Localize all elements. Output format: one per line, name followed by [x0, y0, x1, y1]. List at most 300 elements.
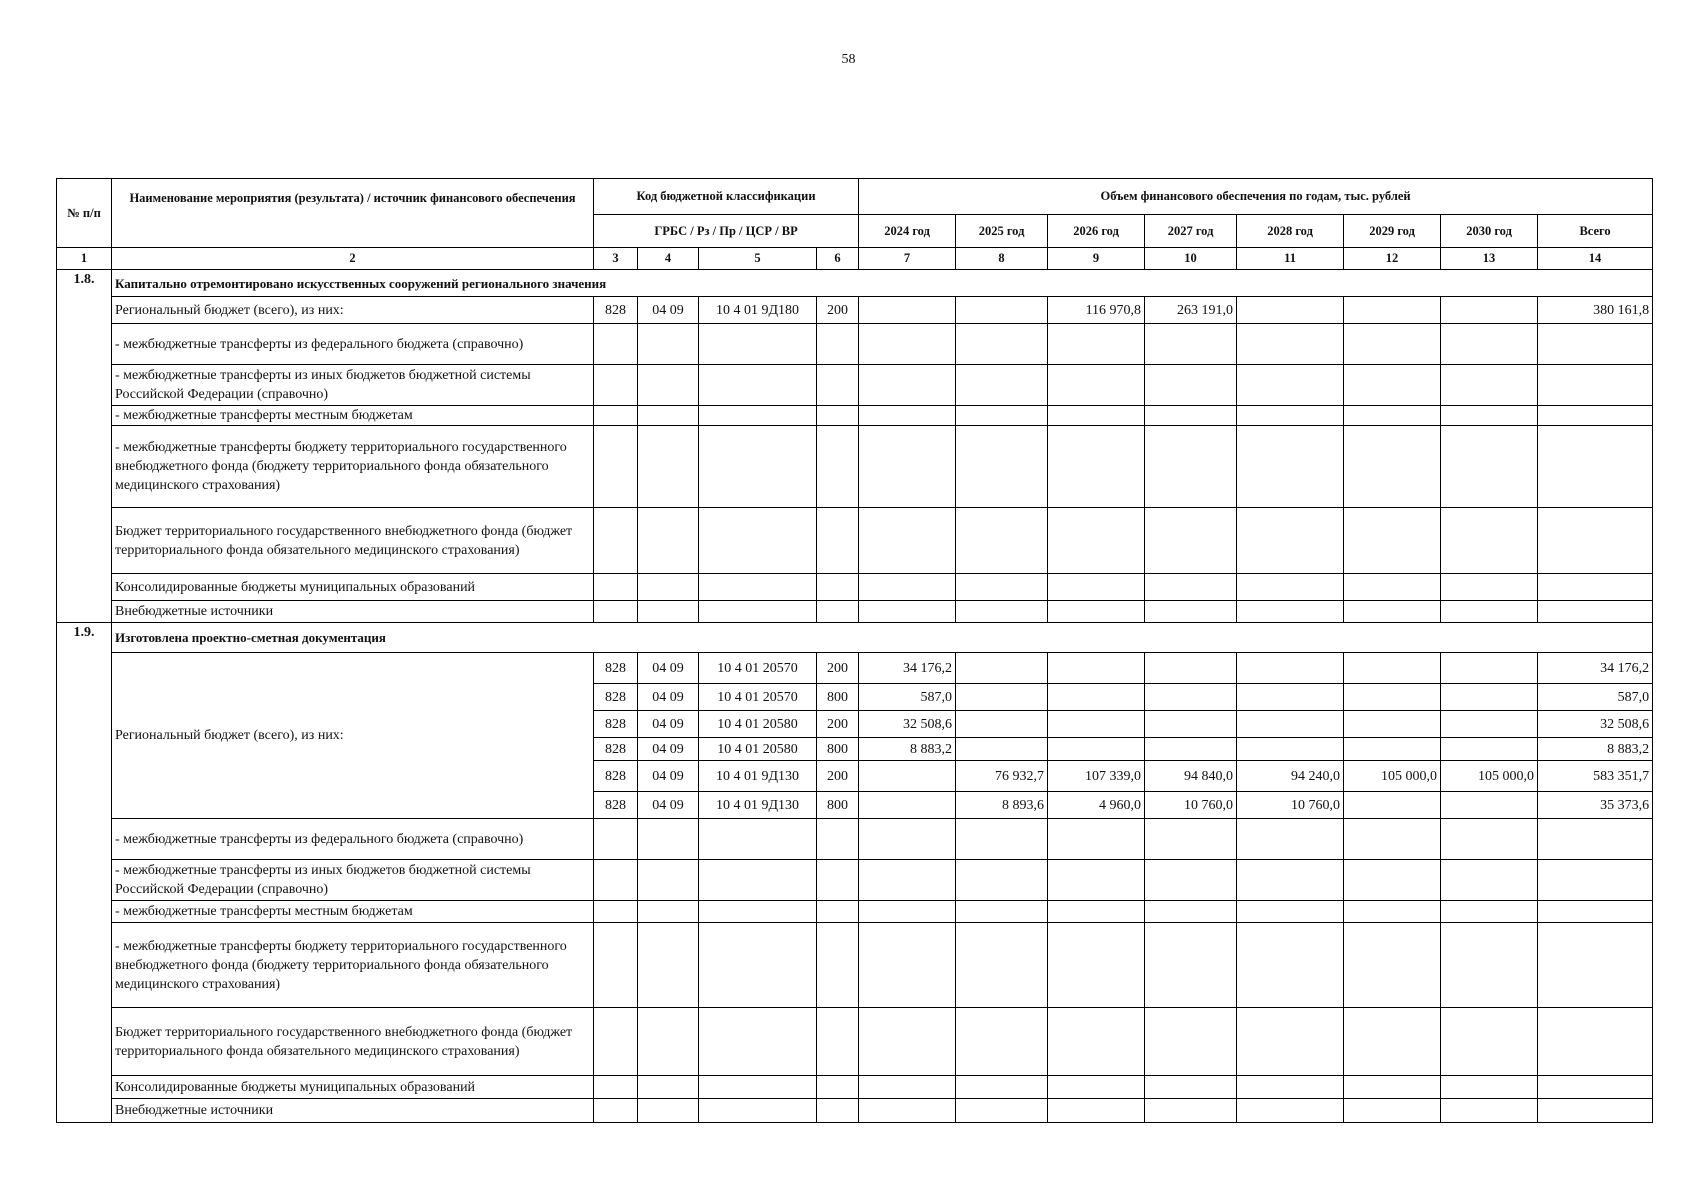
column-number: 3 — [594, 248, 638, 270]
empty-cell — [594, 574, 638, 601]
empty-cell — [699, 324, 817, 365]
table-row — [57, 574, 1653, 601]
empty-cell — [859, 1076, 956, 1099]
empty-cell — [594, 406, 638, 426]
empty-cell — [699, 923, 817, 1008]
empty-cell — [817, 324, 859, 365]
empty-cell — [594, 1008, 638, 1076]
empty-cell — [817, 819, 859, 860]
vr-code: 800 — [817, 738, 859, 761]
total-value: 583 351,7 — [1538, 761, 1653, 792]
table-row — [57, 365, 1653, 406]
empty-cell — [1538, 365, 1653, 406]
vr-code: 800 — [817, 792, 859, 819]
table-row — [57, 819, 1653, 860]
grbs-code: 828 — [594, 711, 638, 738]
empty-cell — [1237, 365, 1344, 406]
table-row — [57, 406, 1653, 426]
empty-cell — [1048, 508, 1145, 574]
year-value: 94 240,0 — [1237, 761, 1344, 792]
funding-source-label: - межбюджетные трансферты местным бюджетам — [112, 901, 594, 923]
empty-cell — [859, 901, 956, 923]
empty-cell — [699, 426, 817, 508]
year-value: 263 191,0 — [1145, 297, 1237, 324]
year-value — [1344, 738, 1441, 761]
header-name: Наименование мероприятия (результата) / источник финансового обеспечения — [112, 179, 594, 248]
year-value: 32 508,6 — [859, 711, 956, 738]
year-value — [859, 792, 956, 819]
empty-cell — [1048, 601, 1145, 623]
rz-pr-code: 04 09 — [638, 711, 699, 738]
empty-cell — [1145, 406, 1237, 426]
column-numbers-row — [57, 248, 1653, 270]
empty-cell — [859, 1008, 956, 1076]
empty-cell — [1344, 923, 1441, 1008]
empty-cell — [699, 1076, 817, 1099]
empty-cell — [638, 426, 699, 508]
year-value: 587,0 — [859, 684, 956, 711]
empty-cell — [1145, 365, 1237, 406]
funding-source-label: Консолидированные бюджеты муниципальных образований — [112, 1076, 594, 1099]
year-value — [1048, 738, 1145, 761]
year-value: 94 840,0 — [1145, 761, 1237, 792]
empty-cell — [1441, 1099, 1538, 1123]
empty-cell — [638, 1099, 699, 1123]
table-row — [57, 1076, 1653, 1099]
empty-cell — [956, 1008, 1048, 1076]
empty-cell — [1538, 860, 1653, 901]
empty-cell — [956, 324, 1048, 365]
empty-cell — [1145, 508, 1237, 574]
financing-table — [56, 178, 1653, 1123]
header-year: 2028 год — [1237, 215, 1344, 248]
table-row — [57, 297, 1653, 324]
empty-cell — [1237, 324, 1344, 365]
empty-cell — [699, 1099, 817, 1123]
table-row — [57, 860, 1653, 901]
table-row — [57, 324, 1653, 365]
empty-cell — [1538, 324, 1653, 365]
funding-source-label: - межбюджетные трансферты бюджету территориального государственного внебюджетного фонда (бюджету территориального фонда обязательного медицинского страхования) — [112, 923, 594, 1008]
table-row — [57, 923, 1653, 1008]
empty-cell — [1145, 819, 1237, 860]
funding-source-label: Бюджет территориального государственного внебюджетного фонда (бюджет территориального фонда обязательного медицинского страхования) — [112, 508, 594, 574]
funding-source-label: Консолидированные бюджеты муниципальных образований — [112, 574, 594, 601]
empty-cell — [1237, 819, 1344, 860]
empty-cell — [638, 1008, 699, 1076]
empty-cell — [956, 601, 1048, 623]
empty-cell — [1145, 1008, 1237, 1076]
year-value: 8 883,2 — [859, 738, 956, 761]
empty-cell — [699, 601, 817, 623]
column-number: 9 — [1048, 248, 1145, 270]
empty-cell — [699, 901, 817, 923]
year-value — [1441, 711, 1538, 738]
empty-cell — [956, 819, 1048, 860]
year-value — [1237, 711, 1344, 738]
year-value: 4 960,0 — [1048, 792, 1145, 819]
empty-cell — [1145, 601, 1237, 623]
column-number: 12 — [1344, 248, 1441, 270]
empty-cell — [1048, 1076, 1145, 1099]
empty-cell — [1237, 508, 1344, 574]
csr-code: 10 4 01 9Д130 — [699, 761, 817, 792]
funding-source-label: Внебюджетные источники — [112, 601, 594, 623]
year-value: 107 339,0 — [1048, 761, 1145, 792]
year-value — [956, 684, 1048, 711]
empty-cell — [1048, 923, 1145, 1008]
year-value — [1344, 792, 1441, 819]
empty-cell — [1344, 1076, 1441, 1099]
year-value — [1145, 684, 1237, 711]
empty-cell — [594, 426, 638, 508]
funding-source-label: - межбюджетные трансферты из иных бюджетов бюджетной системы Российской Федерации (справочно) — [112, 860, 594, 901]
empty-cell — [859, 819, 956, 860]
table-row — [57, 1099, 1653, 1123]
empty-cell — [1344, 426, 1441, 508]
empty-cell — [817, 601, 859, 623]
empty-cell — [638, 406, 699, 426]
total-value: 32 508,6 — [1538, 711, 1653, 738]
empty-cell — [1344, 1008, 1441, 1076]
empty-cell — [1048, 1099, 1145, 1123]
header-year: 2029 год — [1344, 215, 1441, 248]
year-value: 10 760,0 — [1145, 792, 1237, 819]
rz-pr-code: 04 09 — [638, 297, 699, 324]
column-number: 6 — [817, 248, 859, 270]
year-value — [1441, 792, 1538, 819]
empty-cell — [956, 406, 1048, 426]
empty-cell — [1538, 406, 1653, 426]
year-value — [1344, 653, 1441, 684]
header-year: 2024 год — [859, 215, 956, 248]
section-number: 1.8. — [57, 270, 112, 623]
regional-budget-label: Региональный бюджет (всего), из них: — [112, 297, 594, 324]
empty-cell — [1344, 406, 1441, 426]
year-value: 105 000,0 — [1344, 761, 1441, 792]
column-number: 13 — [1441, 248, 1538, 270]
empty-cell — [1441, 365, 1538, 406]
empty-cell — [699, 860, 817, 901]
empty-cell — [1237, 1076, 1344, 1099]
year-value — [1344, 297, 1441, 324]
empty-cell — [1237, 860, 1344, 901]
empty-cell — [817, 901, 859, 923]
empty-cell — [859, 923, 956, 1008]
header-kbk: Код бюджетной классификации — [594, 179, 859, 215]
empty-cell — [1441, 1008, 1538, 1076]
empty-cell — [817, 1099, 859, 1123]
empty-cell — [859, 574, 956, 601]
empty-cell — [956, 1099, 1048, 1123]
empty-cell — [1344, 365, 1441, 406]
csr-code: 10 4 01 9Д130 — [699, 792, 817, 819]
empty-cell — [638, 365, 699, 406]
empty-cell — [1145, 1076, 1237, 1099]
header-year: 2030 год — [1441, 215, 1538, 248]
year-value — [1145, 711, 1237, 738]
year-value — [1441, 653, 1538, 684]
table-row — [57, 901, 1653, 923]
empty-cell — [638, 923, 699, 1008]
total-value: 34 176,2 — [1538, 653, 1653, 684]
empty-cell — [1441, 601, 1538, 623]
empty-cell — [594, 923, 638, 1008]
csr-code: 10 4 01 9Д180 — [699, 297, 817, 324]
empty-cell — [1441, 923, 1538, 1008]
funding-source-label: - межбюджетные трансферты бюджету территориального государственного внебюджетного фонда (бюджету территориального фонда обязательного медицинского страхования) — [112, 426, 594, 508]
funding-source-label: - межбюджетные трансферты из федерального бюджета (справочно) — [112, 819, 594, 860]
rz-pr-code: 04 09 — [638, 653, 699, 684]
empty-cell — [859, 601, 956, 623]
empty-cell — [1538, 923, 1653, 1008]
header-year: 2026 год — [1048, 215, 1145, 248]
empty-cell — [1048, 574, 1145, 601]
column-number: 1 — [57, 248, 112, 270]
empty-cell — [817, 426, 859, 508]
empty-cell — [956, 1076, 1048, 1099]
year-value — [956, 297, 1048, 324]
empty-cell — [594, 1099, 638, 1123]
year-value — [956, 738, 1048, 761]
year-value — [859, 761, 956, 792]
empty-cell — [1344, 860, 1441, 901]
section-title-row — [57, 270, 1653, 297]
empty-cell — [1048, 406, 1145, 426]
empty-cell — [1237, 1008, 1344, 1076]
empty-cell — [1441, 901, 1538, 923]
empty-cell — [1538, 819, 1653, 860]
empty-cell — [1145, 1099, 1237, 1123]
year-value: 10 760,0 — [1237, 792, 1344, 819]
section-title-row — [57, 623, 1653, 653]
rz-pr-code: 04 09 — [638, 684, 699, 711]
empty-cell — [638, 574, 699, 601]
year-value: 105 000,0 — [1441, 761, 1538, 792]
vr-code: 800 — [817, 684, 859, 711]
empty-cell — [594, 324, 638, 365]
empty-cell — [817, 860, 859, 901]
empty-cell — [1538, 574, 1653, 601]
grbs-code: 828 — [594, 738, 638, 761]
page-number: 58 — [841, 52, 856, 67]
regional-budget-label: Региональный бюджет (всего), из них: — [112, 653, 594, 819]
empty-cell — [817, 406, 859, 426]
section-title: Изготовлена проектно-сметная документация — [112, 623, 1653, 653]
year-value — [1048, 711, 1145, 738]
year-value — [1237, 653, 1344, 684]
empty-cell — [699, 365, 817, 406]
empty-cell — [1145, 901, 1237, 923]
column-number: 8 — [956, 248, 1048, 270]
empty-cell — [1441, 819, 1538, 860]
column-number: 7 — [859, 248, 956, 270]
table-row — [57, 653, 1653, 684]
table-row — [57, 426, 1653, 508]
csr-code: 10 4 01 20580 — [699, 738, 817, 761]
empty-cell — [859, 365, 956, 406]
column-number: 2 — [112, 248, 594, 270]
empty-cell — [1441, 324, 1538, 365]
empty-cell — [1441, 508, 1538, 574]
empty-cell — [1145, 574, 1237, 601]
year-value — [1344, 711, 1441, 738]
table-row — [57, 1008, 1653, 1076]
table-row — [57, 601, 1653, 623]
year-value — [956, 711, 1048, 738]
year-value: 76 932,7 — [956, 761, 1048, 792]
empty-cell — [859, 508, 956, 574]
year-value — [1237, 738, 1344, 761]
funding-source-label: - межбюджетные трансферты из иных бюджетов бюджетной системы Российской Федерации (справочно) — [112, 365, 594, 406]
empty-cell — [638, 508, 699, 574]
funding-source-label: Внебюджетные источники — [112, 1099, 594, 1123]
year-value — [1441, 297, 1538, 324]
empty-cell — [1145, 860, 1237, 901]
year-value — [1048, 653, 1145, 684]
empty-cell — [1441, 406, 1538, 426]
empty-cell — [817, 923, 859, 1008]
empty-cell — [1538, 901, 1653, 923]
empty-cell — [1145, 923, 1237, 1008]
empty-cell — [1441, 860, 1538, 901]
empty-cell — [638, 324, 699, 365]
year-value — [1441, 738, 1538, 761]
empty-cell — [1538, 426, 1653, 508]
empty-cell — [817, 1076, 859, 1099]
rz-pr-code: 04 09 — [638, 792, 699, 819]
empty-cell — [1145, 426, 1237, 508]
grbs-code: 828 — [594, 684, 638, 711]
empty-cell — [1344, 508, 1441, 574]
empty-cell — [1344, 324, 1441, 365]
empty-cell — [956, 365, 1048, 406]
grbs-code: 828 — [594, 761, 638, 792]
empty-cell — [699, 508, 817, 574]
column-number: 14 — [1538, 248, 1653, 270]
empty-cell — [1048, 901, 1145, 923]
empty-cell — [1538, 601, 1653, 623]
empty-cell — [1237, 406, 1344, 426]
year-value — [1441, 684, 1538, 711]
empty-cell — [859, 426, 956, 508]
vr-code: 200 — [817, 761, 859, 792]
empty-cell — [594, 860, 638, 901]
empty-cell — [638, 860, 699, 901]
empty-cell — [1048, 426, 1145, 508]
empty-cell — [699, 1008, 817, 1076]
empty-cell — [699, 406, 817, 426]
year-value — [1145, 738, 1237, 761]
empty-cell — [956, 901, 1048, 923]
empty-cell — [859, 406, 956, 426]
vr-code: 200 — [817, 653, 859, 684]
empty-cell — [859, 324, 956, 365]
empty-cell — [1237, 601, 1344, 623]
funding-source-label: - межбюджетные трансферты местным бюджетам — [112, 406, 594, 426]
grbs-code: 828 — [594, 653, 638, 684]
table-header — [57, 179, 1653, 270]
empty-cell — [956, 923, 1048, 1008]
rz-pr-code: 04 09 — [638, 761, 699, 792]
csr-code: 10 4 01 20570 — [699, 684, 817, 711]
empty-cell — [859, 1099, 956, 1123]
vr-code: 200 — [817, 297, 859, 324]
header-year: 2025 год — [956, 215, 1048, 248]
empty-cell — [638, 1076, 699, 1099]
empty-cell — [1441, 1076, 1538, 1099]
section-number: 1.9. — [57, 623, 112, 1123]
csr-code: 10 4 01 20580 — [699, 711, 817, 738]
year-value — [859, 297, 956, 324]
year-value — [1344, 684, 1441, 711]
funding-source-label: - межбюджетные трансферты из федерального бюджета (справочно) — [112, 324, 594, 365]
empty-cell — [817, 508, 859, 574]
year-value — [956, 653, 1048, 684]
empty-cell — [1344, 1099, 1441, 1123]
empty-cell — [594, 601, 638, 623]
year-value — [1048, 684, 1145, 711]
empty-cell — [699, 574, 817, 601]
empty-cell — [1344, 601, 1441, 623]
column-number: 4 — [638, 248, 699, 270]
grbs-code: 828 — [594, 297, 638, 324]
column-number: 5 — [699, 248, 817, 270]
header-kbk-sub: ГРБС / Рз / Пр / ЦСР / ВР — [594, 215, 859, 248]
empty-cell — [594, 365, 638, 406]
empty-cell — [1048, 860, 1145, 901]
empty-cell — [1344, 901, 1441, 923]
header-volume: Объем финансового обеспечения по годам, тыс. рублей — [859, 179, 1653, 215]
year-value: 116 970,8 — [1048, 297, 1145, 324]
empty-cell — [638, 819, 699, 860]
year-value — [1145, 653, 1237, 684]
total-value: 587,0 — [1538, 684, 1653, 711]
year-value: 8 893,6 — [956, 792, 1048, 819]
empty-cell — [1145, 324, 1237, 365]
empty-cell — [638, 601, 699, 623]
empty-cell — [817, 365, 859, 406]
empty-cell — [1048, 324, 1145, 365]
csr-code: 10 4 01 20570 — [699, 653, 817, 684]
rz-pr-code: 04 09 — [638, 738, 699, 761]
column-number: 10 — [1145, 248, 1237, 270]
total-value: 8 883,2 — [1538, 738, 1653, 761]
empty-cell — [638, 901, 699, 923]
empty-cell — [1237, 574, 1344, 601]
empty-cell — [1048, 365, 1145, 406]
empty-cell — [1344, 574, 1441, 601]
year-value — [1237, 684, 1344, 711]
empty-cell — [1538, 1099, 1653, 1123]
total-value: 35 373,6 — [1538, 792, 1653, 819]
year-value — [1237, 297, 1344, 324]
empty-cell — [1048, 819, 1145, 860]
table-body — [57, 270, 1653, 1123]
empty-cell — [1237, 1099, 1344, 1123]
empty-cell — [1048, 1008, 1145, 1076]
empty-cell — [1237, 923, 1344, 1008]
total-value: 380 161,8 — [1538, 297, 1653, 324]
empty-cell — [817, 1008, 859, 1076]
header-year: 2027 год — [1145, 215, 1237, 248]
column-number: 11 — [1237, 248, 1344, 270]
empty-cell — [699, 819, 817, 860]
funding-source-label: Бюджет территориального государственного внебюджетного фонда (бюджет территориального фонда обязательного медицинского страхования) — [112, 1008, 594, 1076]
empty-cell — [594, 901, 638, 923]
empty-cell — [1237, 901, 1344, 923]
empty-cell — [594, 508, 638, 574]
